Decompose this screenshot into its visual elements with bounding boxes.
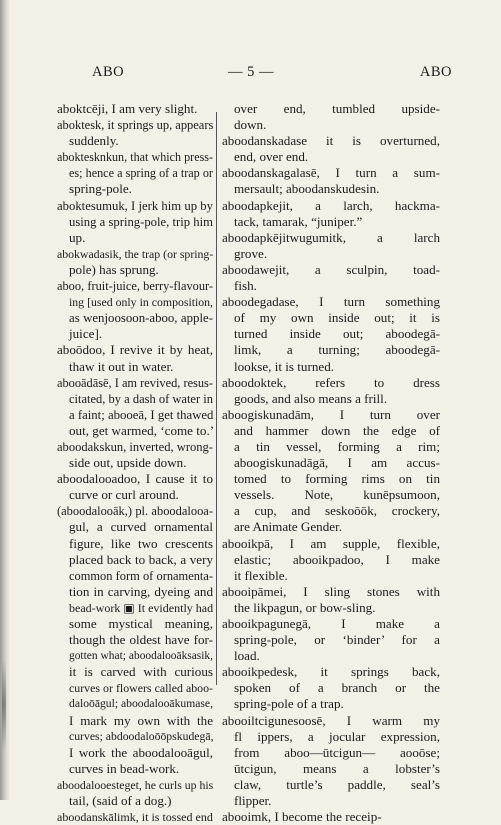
column-divider — [216, 112, 217, 685]
right-column-line: abooiltcigunesoosē, I warm my — [222, 712, 440, 728]
left-column-line: common form of ornamenta- — [69, 568, 213, 583]
right-column-line: aboodegadase, I turn something — [222, 294, 440, 310]
right-column-line: aboogiskunadām, I turn over — [222, 406, 440, 422]
right-column-line: tomed to forming rims on tin — [234, 471, 440, 487]
left-column-line: suddenly. — [69, 133, 119, 149]
left-column-line: I work the aboodalooāgul, — [69, 744, 213, 760]
left-column-line: aboōdoo, I revive it by heat, — [57, 342, 213, 358]
right-column-line: from aboo—ūtcigun— aooōse; — [234, 744, 440, 760]
right-column-line: and hammer down the edge of — [234, 422, 440, 438]
right-column-line: aboodapkējitwugumitk, a larch — [222, 229, 440, 245]
right-column — [222, 101, 440, 825]
left-column-line: out, get warmed, ‘come to.’ — [69, 422, 215, 438]
right-column-line: ūtcigun, means a lobster’s — [234, 760, 440, 776]
left-column-line: aboktesk, it springs up, appears — [57, 118, 214, 133]
left-column-line: side out, upside down. — [69, 455, 187, 471]
left-column-line: figure, like two crescents — [69, 535, 213, 551]
left-column-line: abooādāsē, I am revived, resus- — [57, 375, 213, 390]
left-column-line: some mystical meaning, — [69, 616, 213, 631]
left-column-line: gotten what; aboodalooāksasik, — [69, 650, 213, 663]
left-column-line: bead-work ▣ It evidently had — [69, 600, 214, 615]
right-column-line: aboodanskadase it is overturned, — [222, 133, 440, 149]
right-column-line: lookse, it is turned. — [234, 358, 335, 374]
right-column-line: abooipāmei, I sling stones with — [222, 583, 440, 599]
left-column-line: a faint; abooeā, I get thawed — [69, 407, 214, 422]
left-column-line: es; hence a spring of a trap or — [69, 166, 213, 181]
right-column-line: claw, turtle’s paddle, seal’s — [234, 776, 440, 792]
page-header — [60, 64, 460, 82]
left-column-line: aboo, fruit-juice, berry-flavour- — [57, 279, 213, 294]
right-column-line: aboodawejit, a sculpin, toad- — [222, 261, 440, 277]
left-column-line: curves; abdoodaloōōpskudegā, — [69, 729, 214, 743]
right-column-line: aboodapkejit, a larch, hackma- — [222, 197, 440, 213]
right-column-line: grove. — [234, 245, 268, 261]
right-column-line: down. — [234, 117, 267, 133]
header-right-guideword: ABO — [419, 64, 452, 80]
left-column — [57, 101, 213, 825]
left-column-line: aboktcēji, I am very slight. — [57, 101, 198, 116]
right-column-line: tack, tamarak, “juniper.” — [234, 213, 363, 229]
right-column-line: turned inside out; aboodegā- — [234, 326, 440, 342]
right-column-line: of my own inside out; it is — [234, 310, 440, 326]
right-column-line: load. — [234, 648, 260, 664]
right-column-line: a cup, and seskoōōk, crockery, — [234, 503, 440, 519]
left-column-line: as wenjoosoon-aboo, apple- — [69, 311, 213, 326]
right-column-line: abooikpedesk, it springs back, — [222, 664, 440, 680]
right-column-line: over end, tumbled upside- — [234, 101, 440, 116]
left-column-line: though the oldest have for- — [69, 632, 213, 648]
left-column-line: curves in bead-work. — [69, 760, 180, 776]
right-column-line: flipper. — [234, 793, 272, 809]
right-column-line: limk, a turning; aboodegā- — [234, 342, 440, 358]
right-column-line: it flexible. — [234, 567, 288, 583]
left-column-line: it is carved with curious — [69, 664, 213, 680]
left-column-line: aboktesumuk, I jerk him up by — [57, 198, 213, 213]
left-column-line: aboodalooadoo, I cause it to — [57, 471, 213, 487]
right-column-line: fl ippers, a jocular expression, — [234, 728, 440, 744]
right-column-line: vessels. Note, kunēpsumoon, — [234, 487, 440, 503]
left-column-line: pole) has sprung. — [69, 261, 159, 277]
left-column-line: curves or flowers called aboo- — [69, 681, 213, 696]
left-column-line: curve or curl around. — [69, 487, 179, 503]
right-column-line: spring-pole, or ‘binder’ for a — [234, 632, 440, 648]
right-column-line: abooikpagunegā, I make a — [222, 616, 440, 631]
right-column-line: spring-pole of a trap. — [234, 696, 344, 712]
left-column-line: tion in carving, dyeing and — [69, 583, 213, 599]
left-column-line: aboodanskālimk, it is tossed end — [57, 810, 213, 825]
right-column-line: mersault; aboodanskudesin. — [234, 181, 380, 197]
left-column-line: daloōāgul; aboodalooākumase, — [69, 697, 213, 711]
right-column-line: aboogiskunadāgā, I am accus- — [234, 455, 440, 471]
page-scratch-mark — [2, 660, 6, 750]
left-column-line: (aboodalooāk,) pl. aboodalooa- — [57, 504, 213, 519]
right-column-line: spoken of a branch or the — [234, 680, 440, 696]
right-column-line: the likpagun, or bow-sling. — [234, 599, 376, 615]
right-column-line: fish. — [234, 278, 257, 294]
left-column-line: ing [used only in composition, — [69, 295, 213, 310]
left-column-line: I mark my own with the — [69, 712, 213, 728]
right-column-line: end, over end. — [234, 149, 309, 165]
left-column-line: placed back to back, a very — [69, 551, 213, 567]
right-column-line: are Animate Gender. — [234, 519, 342, 535]
right-column-line: abooimk, I become the receip- — [222, 809, 382, 825]
left-column-line: up. — [69, 229, 86, 245]
left-column-line: gul, a curved ornamental — [69, 519, 213, 535]
left-column-line: citated, by a dash of water in — [69, 391, 213, 406]
right-column-line: goods, and also means a frill. — [234, 390, 388, 406]
left-column-line: tail, (said of a dog.) — [69, 793, 172, 809]
left-column-line: using a spring-pole, trip him — [69, 214, 213, 229]
left-column-line: abokwadasik, the trap (or spring- — [57, 246, 214, 261]
page-number: — 5 — — [228, 64, 274, 80]
right-column-line: a tin vessel, forming a rim; — [234, 438, 440, 454]
header-left-guideword: ABO — [92, 64, 125, 80]
left-column-line: aboktesknkun, that which press- — [57, 150, 213, 165]
left-column-line: spring-pole. — [69, 181, 132, 197]
left-column-line: juice]. — [69, 326, 103, 342]
right-column-line: aboodanskagalasē, I turn a sum- — [222, 165, 440, 181]
left-column-line: aboodakskun, inverted, wrong- — [57, 439, 213, 454]
right-column-line: aboodoktek, refers to dress — [222, 374, 440, 390]
left-column-line: thaw it out in water. — [69, 358, 174, 374]
right-column-line: elastic; abooikpadoo, I make — [234, 551, 440, 567]
right-column-line: abooikpā, I am supple, flexible, — [222, 535, 440, 551]
left-column-line: aboodalooesteget, he curls up his — [57, 777, 214, 792]
